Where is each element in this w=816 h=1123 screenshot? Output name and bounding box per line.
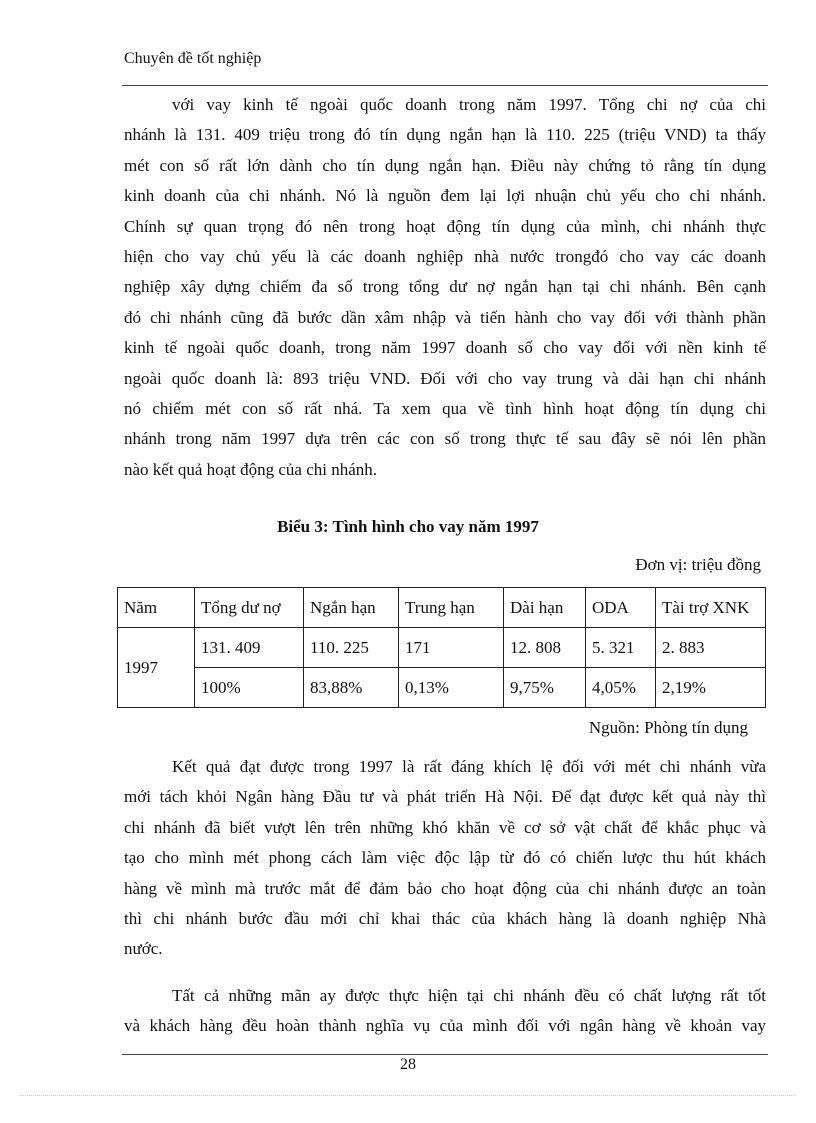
text-line: kinh doanh của chi nhánh. Nó là nguồn đem lại lợi nhuận chủ yếu cho chi nhánh. <box>124 186 766 206</box>
text-line: Tất cả những mãn ay được thực hiện tại chi nhánh đều có chất lượng rất tốt <box>172 986 766 1005</box>
text-line: Kết quả đạt được trong 1997 là rất đáng khích lệ đối với mét chi nhánh vừa <box>172 757 766 776</box>
header-cell: Tài trợ XNK <box>656 588 766 628</box>
table-cell: 83,88% <box>304 668 399 708</box>
table-cell: 5. 321 <box>586 628 656 668</box>
text-line: và khách hàng đều hoàn thành nghĩa vụ của mình đối với ngân hàng về khoản vay <box>124 1016 766 1036</box>
text-line: với vay kinh tế ngoài quốc doanh trong năm 1997. Tổng chi nợ của chi <box>172 95 766 114</box>
page-number: 28 <box>400 1056 416 1073</box>
table-cell: 0,13% <box>399 668 504 708</box>
text-line: kinh tế ngoài quốc doanh, trong năm 1997 doanh số cho vay đối với nền kinh tế <box>124 338 766 358</box>
table-cell: 110. 225 <box>304 628 399 668</box>
table-caption: Biểu 3: Tình hình cho vay năm 1997 <box>277 517 539 536</box>
text-line: nhánh là 131. 409 triệu trong đó tín dụng ngắn hạn là 110. 225 (triệu VND) ta thấy <box>124 125 766 145</box>
header-cell: Dài hạn <box>504 588 586 628</box>
running-header: Chuyên đề tốt nghiệp <box>124 50 262 67</box>
text-line: tạo cho mình mét phong cách làm việc độc lập từ đó có chiến lược thu hút khách <box>124 848 766 868</box>
table-cell: 171 <box>399 628 504 668</box>
table-cell: 2,19% <box>656 668 766 708</box>
text-line: chi nhánh đã biết vượt lên trên những khó khăn về cơ sở vật chất để khắc phục và <box>124 817 766 837</box>
header-cell: Ngắn hạn <box>304 588 399 628</box>
header-cell: Tổng dư nợ <box>195 588 304 628</box>
text-line: mới tách khỏi Ngân hàng Đầu tư và phát triển Hà Nội. Để đạt được kết quả này thì <box>124 787 766 807</box>
footer-rule <box>122 1054 768 1055</box>
table-row <box>118 628 766 668</box>
text-line: nhánh trong năm 1997 dựa trên các con số trong thực tế sau đây sẽ nói lên phần <box>124 429 766 449</box>
table-row <box>118 668 766 708</box>
header-cell: ODA <box>586 588 656 628</box>
header-cell: Trung hạn <box>399 588 504 628</box>
text-line: Chính sự quan trọng đó nên trong hoạt động tín dụng của mình, chi nhánh thực <box>124 216 766 236</box>
table-header-row <box>118 588 766 628</box>
paragraph-2 <box>124 752 766 965</box>
paragraph-1 <box>124 90 766 485</box>
table-cell: 9,75% <box>504 668 586 708</box>
text-line: nước. <box>124 939 163 959</box>
table-cell: 12. 808 <box>504 628 586 668</box>
loan-table <box>117 587 766 708</box>
text-line: mét con số rất lớn dành cho tín dụng ngắn hạn. Điều này chứng tỏ rằng tín dụng <box>124 155 766 175</box>
header-cell: Năm <box>118 588 195 628</box>
header-rule <box>122 85 768 86</box>
year-cell: 1997 <box>118 628 195 708</box>
paragraph-3 <box>124 981 766 1042</box>
table-cell: 100% <box>195 668 304 708</box>
table-cell: 131. 409 <box>195 628 304 668</box>
source-note: Nguồn: Phòng tín dụng <box>588 718 748 737</box>
page-edge-divider <box>20 1095 796 1096</box>
text-line: hiện cho vay chủ yếu là các doanh nghiệp nhà nước trongđó cho vay các doanh <box>124 247 766 267</box>
text-line: hàng về mình mà trước mắt để đảm bảo cho hoạt động của chi nhánh được an toàn <box>124 878 766 898</box>
unit-label: Đơn vị: triệu đồng <box>635 555 761 574</box>
text-line: thì chi nhánh bước đầu mới chỉ khai thác của khách hàng là doanh nghiệp Nhà <box>124 909 766 929</box>
text-line: đó chi nhánh cũng đã bước dần xâm nhập và tiến hành cho vay đối với thành phần <box>124 307 766 327</box>
table-cell: 2. 883 <box>656 628 766 668</box>
text-line: nó chiếm mét con số rất nhá. Ta xem qua về tình hình hoạt động tín dụng chi <box>124 399 766 419</box>
text-line: ngoài quốc doanh là: 893 triệu VND. Đối với cho vay trung và dài hạn chi nhánh <box>124 368 766 388</box>
text-line: nào kết quả hoạt động của chi nhánh. <box>124 459 378 479</box>
table-cell: 4,05% <box>586 668 656 708</box>
text-line: nghiệp xây dựng chiếm đa số trong tổng dư nợ ngắn hạn tại chi nhánh. Bên cạnh <box>124 277 766 297</box>
